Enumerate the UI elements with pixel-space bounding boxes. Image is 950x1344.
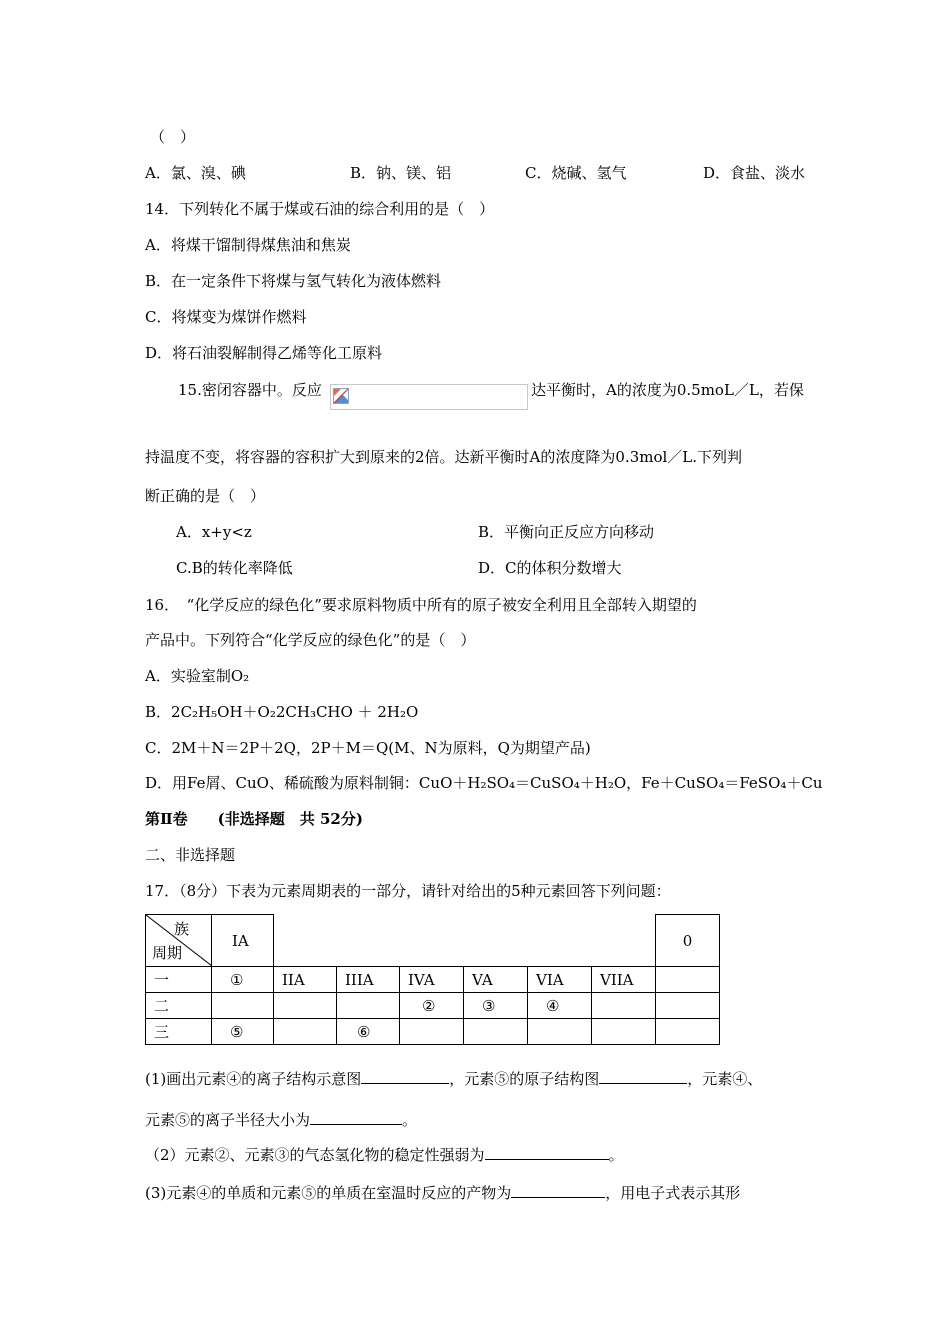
header-zero: 0 (656, 915, 720, 967)
answer-blank (599, 1067, 687, 1084)
cell: VA (464, 967, 528, 993)
q14-stem: 14．下列转化不属于煤或石油的综合利用的是（ ） (145, 200, 495, 218)
cell: IIIA (337, 967, 400, 993)
cell (592, 1019, 656, 1045)
q16-option-c: C．2M＋N＝2P＋2Q，2P＋M＝Q(M、N为原料，Q为期望产品) (145, 739, 591, 757)
period-2: 二 (146, 993, 212, 1019)
cell (656, 1019, 720, 1045)
corner-label-group: 族 (174, 920, 190, 938)
corner-label-period: 周期 (152, 944, 183, 962)
answer-blank (511, 1181, 605, 1198)
q14-option-b: B．在一定条件下将煤与氢气转化为液体燃料 (145, 272, 442, 290)
cell (592, 993, 656, 1019)
cell: ① (212, 967, 274, 993)
cell (274, 993, 337, 1019)
cell (656, 967, 720, 993)
q17-p1-text-b: ，元素⑤的原子结构图 (449, 1070, 600, 1088)
cell (212, 993, 274, 1019)
q17-p1-text-c: ，元素④、 (687, 1070, 763, 1088)
cell (274, 1019, 337, 1045)
q15-option-a: A．x+y<z (176, 523, 252, 541)
answer-blank (485, 1143, 609, 1160)
q15-stem-start: 15.密闭容器中。反应 (178, 381, 322, 399)
section-heading: 二、非选择题 (145, 846, 236, 864)
cell (400, 1019, 464, 1045)
header-empty-span (274, 915, 656, 967)
q16-option-a: A．实验室制O₂ (145, 667, 250, 685)
q13-option-c: C．烧碱、氢气 (525, 164, 627, 182)
cell (464, 1019, 528, 1045)
q13-option-a: A．氯、溴、碘 (145, 164, 246, 182)
q13-option-d: D．食盐、淡水 (703, 164, 806, 182)
answer-blank (310, 1108, 402, 1125)
q15-stem-end: 达平衡时，A的浓度为0.5moL／L，若保 (531, 381, 804, 399)
q17-p1-text-a: (1)画出元素④的离子结构示意图 (145, 1070, 362, 1088)
q17-p1-text-d: 元素⑤的离子半径大小为 (145, 1111, 311, 1129)
q14-option-d: D．将石油裂解制得乙烯等化工原料 (145, 344, 383, 362)
q16-option-d: D．用Fe屑、CuO、稀硫酸为原料制铜：CuO＋H₂SO₄＝CuSO₄＋H₂O，Fe＋CuSO₄＝FeSO₄＋Cu (145, 774, 823, 792)
part2-title: 第Ⅱ卷 (非选择题 共 52分) (145, 810, 363, 828)
table-corner-cell (146, 915, 212, 967)
q17-p1-text-e: 。 (402, 1111, 418, 1129)
header-ia: IA (212, 915, 274, 967)
cell: VIA (528, 967, 592, 993)
q14-option-a: A．将煤干馏制得煤焦油和焦炭 (145, 236, 351, 254)
q15-line2: 持温度不变，将容器的容积扩大到原来的2倍。达新平衡时A的浓度降为0.3mol／L.下列判 (145, 448, 743, 466)
period-1: 一 (146, 967, 212, 993)
q17-p3-text-b: ，用电子式表示其形 (605, 1184, 741, 1202)
q17-part2 (145, 1143, 624, 1165)
q15-option-b: B．平衡向正反应方向移动 (478, 523, 655, 541)
cell: ⑤ (212, 1019, 274, 1045)
q17-part1-line1 (145, 1067, 762, 1089)
cell: ⑥ (337, 1019, 400, 1045)
cell (337, 993, 400, 1019)
q14-option-c: C．将煤变为煤饼作燃料 (145, 308, 307, 326)
q17-p2-text-b: 。 (608, 1146, 624, 1164)
q17-p2-text-a: （2）元素②、元素③的气态氢化物的稳定性强弱为 (145, 1146, 485, 1164)
q15-option-d: D．C的体积分数增大 (478, 559, 622, 577)
q17-part1-line2 (145, 1108, 417, 1130)
q16-line1: 16． “化学反应的绿色化”要求原料物质中所有的原子被安全利用且全部转入期望的 (145, 596, 697, 614)
q17-stem: 17．（8分）下表为元素周期表的一部分，请针对给出的5种元素回答下列问题： (145, 882, 671, 900)
q13-paren: （ ） (150, 128, 196, 146)
q13-option-b: B．钠、镁、铝 (350, 164, 452, 182)
cell (528, 1019, 592, 1045)
answer-blank (361, 1067, 449, 1084)
cell: IIA (274, 967, 337, 993)
cell: ④ (528, 993, 592, 1019)
cell: ③ (464, 993, 528, 1019)
cell: IVA (400, 967, 464, 993)
q17-part3 (145, 1181, 740, 1203)
q17-p3-text-a: (3)元素④的单质和元素⑤的单质在室温时反应的产物为 (145, 1184, 512, 1202)
q16-option-b: B．2C₂H₅OH＋O₂2CH₃CHO ＋ 2H₂O (145, 703, 419, 721)
q15-line3: 断正确的是（ ） (145, 487, 266, 505)
q16-line2: 产品中。下列符合“化学反应的绿色化”的是（ ） (145, 631, 476, 649)
q15-option-c: C.B的转化率降低 (176, 559, 293, 577)
period-3: 三 (146, 1019, 212, 1045)
cell: VIIA (592, 967, 656, 993)
cell (656, 993, 720, 1019)
periodic-table (145, 914, 720, 1045)
broken-image-placeholder (330, 384, 528, 410)
cell: ② (400, 993, 464, 1019)
broken-image-icon (333, 388, 349, 404)
